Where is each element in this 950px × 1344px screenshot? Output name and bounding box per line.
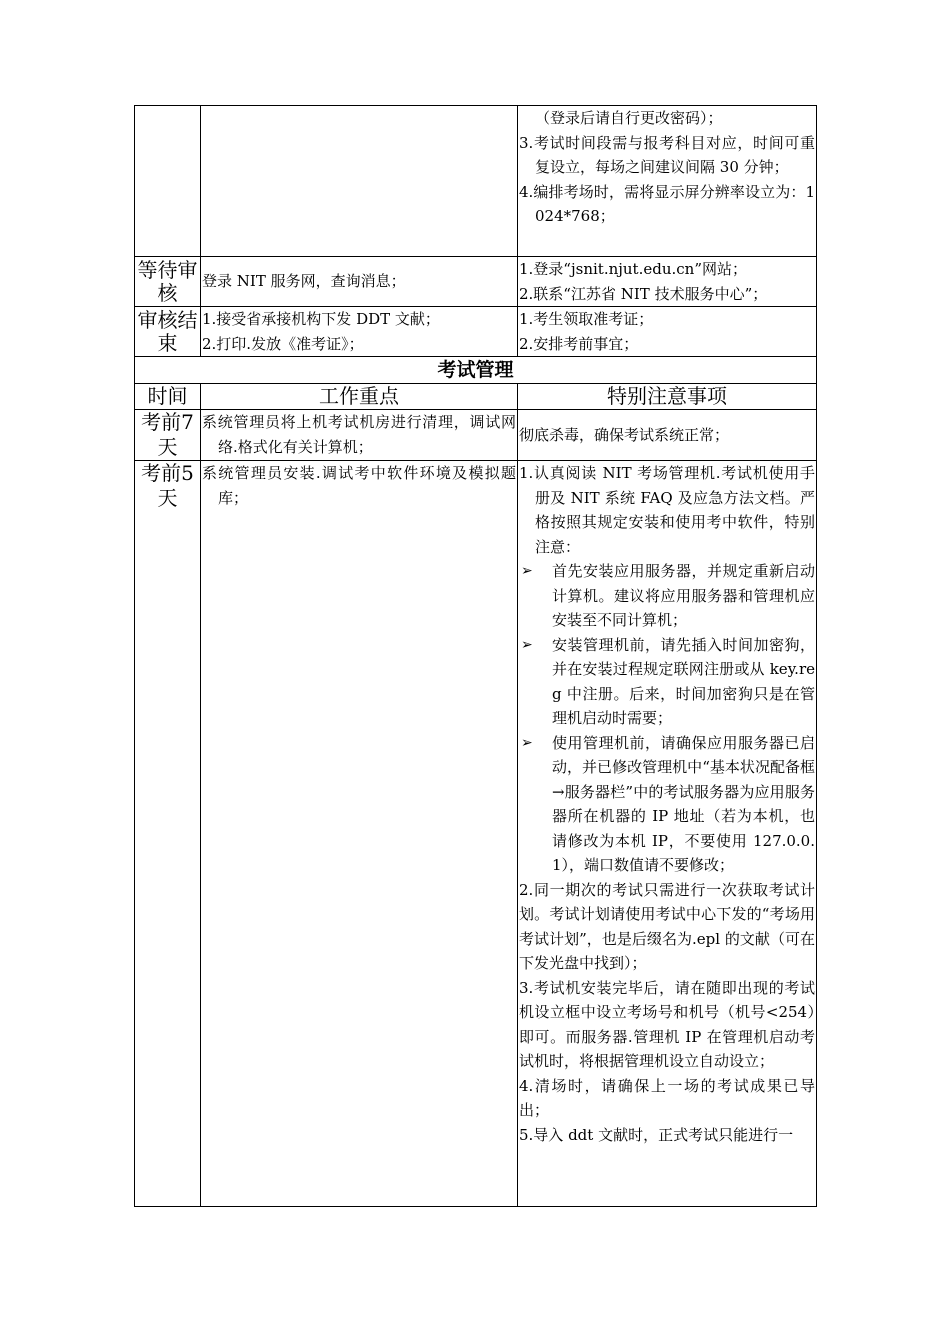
note-item: 2.安排考前事宜； [519,334,639,353]
section-row [135,357,817,384]
note-item: 1.考生领取准考证； [519,310,654,328]
exam-schedule-table [134,105,817,1207]
note-item: 1.登录“jsnit.njut.edu.cn”网站； [519,260,747,278]
note-item: 4.清场时，请确保上一场的考试成果已导出； [519,1076,815,1119]
work-item: 1.接受省承接机构下发 DDT 文献； [202,310,440,328]
work-text: 系统管理员安装.调试考中软件环境及模拟题库； [202,464,516,507]
work-cell [201,257,518,307]
note-text: 彻底杀毒，确保考试系统正常； [519,425,730,444]
header-work: 工作重点 [201,384,518,410]
note-item: 1.认真阅读 NIT 考场管理机.考试机使用手册及 NIT 系统 FAQ 及应急方法文档。严格按照其规定安装和使用考中软件，特别注意： [519,464,815,556]
bullet-item [519,633,815,731]
table-row [135,257,817,307]
bullet-item [519,731,815,878]
note-item: 4.编排考场时，需将显示屏分辨率设立为：1024*768； [519,182,815,225]
table-row [135,307,817,357]
work-cell [201,106,518,257]
header-notes: 特别注意事项 [518,384,817,410]
time-cell: 考前5天 [135,461,201,1207]
work-item: 2.打印.发放《准考证》； [202,334,364,353]
arrow-bullet-icon: ➢ [521,734,533,751]
time-cell: 审核结束 [135,307,201,357]
work-cell [201,307,518,357]
bullet-text: 首先安装应用服务器，并规定重新启动计算机。建议将应用服务器和管理机应安装至不同计算机； [552,562,815,629]
table-row [135,461,817,1207]
note-item: 2.同一期次的考试只需进行一次获取考试计划。考试计划请使用考试中心下发的“考场用考试计划”，也是后缀名为.epl 的文献（可在下发光盘中找到）； [519,880,815,972]
time-cell: 考前7天 [135,410,201,461]
table-row [135,106,817,257]
notes-cell [518,307,817,357]
bullet-item [519,559,815,633]
bullet-text: 使用管理机前，请确保应用服务器已启动，并已修改管理机中“基本状况配备框→服务器栏”中的考试服务器为应用服务器所在机器的 IP 地址（若为本机，也请修改为本机 IP，不要使用 127.0.0.1），端口数值请不要修改； [552,733,815,874]
notes-cell [518,410,817,461]
arrow-bullet-icon: ➢ [521,636,533,653]
header-time: 时间 [135,384,201,410]
bullet-text: 安装管理机前，请先插入时间加密狗，并在安装过程规定联网注册或从 key.reg 中注册。后来，时间加密狗只是在管理机启动时需要； [552,635,815,727]
note-item: 3.考试机安装完毕后，请在随即出现的考试机设立框中设立考场号和机号（机号<254）即可。而服务器.管理机 IP 在管理机启动考试机时，将根据管理机设立自动设立； [519,978,815,1070]
work-cell [201,410,518,461]
work-cell [201,461,518,1207]
note-item: （登录后请自行更改密码）； [535,109,723,127]
table-row [135,410,817,461]
note-item: 3.考试时间段需与报考科目对应，时间可重复设立，每场之间建议间隔 30 分钟； [519,133,815,176]
section-title: 考试管理 [135,357,817,384]
notes-cell [518,257,817,307]
work-text: 登录 NIT 服务网，查询消息； [202,272,406,291]
header-row [135,384,817,410]
note-item: 5.导入 ddt 文献时，正式考试只能进行一 [519,1125,794,1144]
note-item: 2.联系“江苏省 NIT 技术服务中心”； [519,284,768,303]
work-text: 系统管理员将上机考试机房进行清理，调试网络.格式化有关计算机； [202,413,516,456]
time-cell [135,106,201,257]
arrow-bullet-icon: ➢ [521,563,533,579]
notes-cell [518,106,817,257]
notes-cell [518,461,817,1207]
time-cell: 等待审核 [135,257,201,307]
